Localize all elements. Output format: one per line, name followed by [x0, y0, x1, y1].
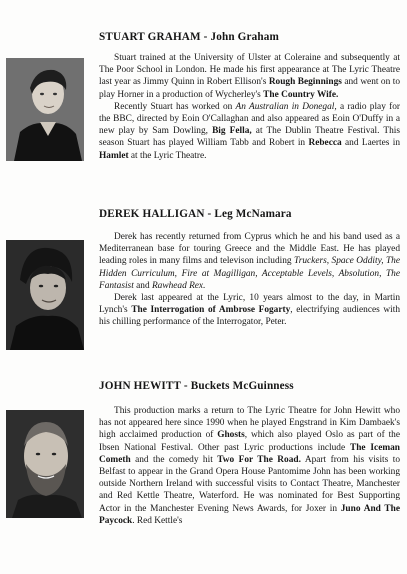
bio-heading: STUART GRAHAM - John Graham: [99, 31, 279, 43]
text-run: , which also played Oslo as part of the Ibsen National Festival. Other past Lyric productions include: [99, 430, 400, 453]
text-run: Derek last appeared at the Lyric, 10 years almost to the day, in Martin Lynch's: [99, 293, 400, 316]
bio-heading: JOHN HEWITT - Buckets McGuinness: [99, 380, 294, 392]
bio-text: [99, 52, 400, 162]
italic-title: An Australian in Donegal,: [235, 101, 337, 112]
bold-title: Rebecca: [308, 138, 342, 149]
bold-title: The Iceman Cometh: [99, 442, 400, 465]
text-run: at The Dublin Theatre Festival. This season Stuart has played William Tabb and Robert in: [99, 126, 401, 149]
text-run: and the comedy hit: [130, 454, 218, 465]
bio-paragraph: [99, 231, 400, 292]
text-run: , electrifying audiences with his chilling performance of the Interrogator, Peter.: [99, 305, 401, 328]
bio-text: [99, 231, 400, 329]
bold-title: The Interrogation of Ambrose Fogarty: [131, 305, 291, 316]
bold-title: Hamlet: [99, 150, 129, 161]
text-run: Stuart trained at the University of Ulster at Coleraine and subsequently at The Poor School in London. He made his first appearance at The Lyric Theatre last year as Jimmy Quinn in Robert Ellison's: [99, 53, 400, 88]
bio-paragraph: [99, 292, 400, 329]
bio-paragraph: [99, 101, 400, 162]
text-run: and went on to play Horner in a production of Wycherley's: [99, 77, 401, 100]
text-run: Apart from his visits to Belfast to appear in the Grand Opera House Pantomime John has been working outside Northern Ireland with successful visits to Contact Theatre, Manchester and Red Kettle Theatre, Waterford. He was nominated for Best Supporting Actor in the Manchester Evening News Awards, for Joxer in: [99, 454, 400, 514]
bold-title: Ghosts: [217, 430, 245, 441]
bold-title: Big Fella,: [212, 126, 252, 137]
bold-title: The Country Wife.: [263, 89, 339, 100]
text-run: and Laertes in: [341, 138, 400, 149]
text-run: and: [133, 280, 152, 291]
text-run: a radio play for the BBC, directed by Eoin O'Callaghan and also appeared as Eoin O'Duffy in a new play by Sam Dowling,: [99, 101, 400, 137]
text-run: This production marks a return to The Lyric Theatre for John Hewitt who has not appeared here since 1990 when he played Engstrand in Kim Dambaek's high acclaimed production of: [99, 406, 400, 441]
text-run: Derek has recently returned from Cyprus which he and his band used as a Mediterranean base for touring Greece and the Middle East. He has played leading roles in many films and televison including: [99, 232, 400, 267]
text-run: . Red Kettle's: [132, 515, 183, 526]
actor-photo-john-hewitt: [6, 410, 84, 518]
actor-photo-stuart-graham: [6, 58, 84, 161]
text-run: at the Lyric Theatre.: [128, 150, 207, 161]
text-run: Recently Stuart has worked on: [114, 101, 236, 112]
italic-title: Rawhead Rex.: [151, 280, 206, 291]
actor-photo-derek-halligan: [6, 240, 84, 350]
bold-title: Two For The Road.: [217, 454, 301, 465]
bold-title: Juno And The Paycock: [99, 503, 400, 526]
bio-paragraph: [99, 52, 400, 101]
bold-title: Rough Beginnings: [268, 77, 342, 88]
bio-paragraph: [99, 405, 400, 527]
italic-title: Truckers, Space Oddity, The Hidden Curriculum, Fire at Magilligan, Acceptable Levels, Absolution, The Fantasist: [99, 256, 400, 291]
portrait-image: [6, 240, 84, 350]
bio-text: [99, 405, 400, 527]
portrait-image: [6, 410, 84, 518]
bio-heading: DEREK HALLIGAN - Leg McNamara: [99, 208, 292, 220]
portrait-image: [6, 58, 84, 161]
